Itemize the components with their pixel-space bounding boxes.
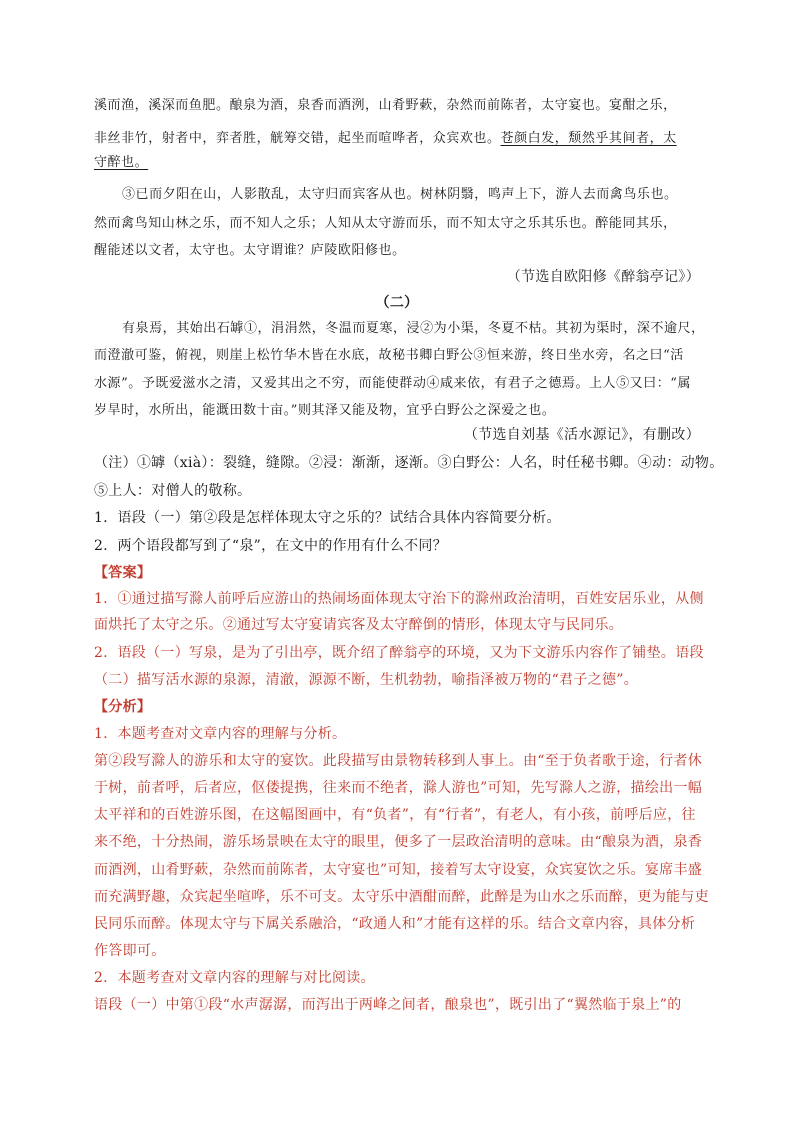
passage1-para3-line: 醒能述以文者，太守也。太守谓谁？庐陵欧阳修也。: [94, 243, 406, 258]
analysis-line: 第②段写滁人的游乐和太守的宴饮。此段描写由景物转移到人事上。由“至于负者歌于途，行者休: [94, 753, 703, 769]
passage1-line: 溪而渔，溪深而鱼肥。酿泉为酒，泉香而酒洌，山肴野蔌，杂然而前陈者，太守宴也。宴酣之乐，: [94, 98, 677, 113]
analysis-title: 2．本题考查对文章内容的理解与对比阅读。: [94, 970, 375, 986]
passage2-line: 岁旱时，水所出，能溉田数十亩。”则其泽又能及物，宜乎白野公之深爱之也。: [94, 403, 556, 418]
passage1-source: （节选自欧阳修《醉翁亭记》）: [506, 269, 700, 285]
analysis-line: 而酒洌，山肴野蔌，杂然而前陈者，太守宴也”可知，接着写太守设宴，众宾宴饮之乐。宴席丰盛: [94, 862, 703, 878]
analysis-line: 民同乐而醉。体现太守与下属关系融洽，“政通人和”才能有这样的乐。结合文章内容，具体分析: [94, 916, 696, 932]
analysis-label: 【分析】: [94, 699, 152, 715]
answer-label: 【答案】: [94, 565, 152, 581]
answer-line: 1．①通过描写滁人前呼后应游山的热闹场面体现太守治下的滁州政治清明，百姓安居乐业，从侧: [94, 591, 704, 607]
passage2-line: 水源”。予既爱滋水之清，又爱其出之不穷，而能使群动④咸来依，有君子之德焉。上人⑤又曰：“属: [94, 376, 692, 391]
passage1-para3-line: ③已而夕阳在山，人影散乱，太守归而宾客从也。树林阴翳，鸣声上下，游人去而禽鸟乐也。: [122, 187, 678, 202]
passage2-source: （节选自刘基《活水源记》，有删改）: [463, 427, 700, 443]
analysis-line: 语段（一）中第①段“水声潺潺，而泻出于两峰之间者，酿泉也”，既引出了“翼然临于泉上”的: [94, 997, 682, 1013]
analysis-line: 而充满野趣，众宾起坐喧哗，乐不可支。太守乐中酒酣而醉，此醉是为山水之乐而醉，更为能与吏: [94, 889, 709, 905]
analysis-line: 于树，前者呼，后者应，伛偻提携，往来而不绝者，滁人游也”可知，先写滁人之游，描绘出一幅: [94, 780, 703, 796]
underlined-sentence: 苍颜白发，颓然乎其间者，太: [500, 131, 677, 146]
passage2-heading: （二）: [375, 295, 419, 311]
analysis-title: 1．本题考查对文章内容的理解与分析。: [94, 726, 347, 742]
analysis-line: 太平祥和的百姓游乐图，在这幅图画中，有“负者”，有“行者”，有老人，有小孩，前呼后应，往: [94, 807, 696, 823]
passage1-para3-line: 然而禽鸟知山林之乐，而不知人之乐；人知从太守游而乐，而不知太守之乐其乐也。醉能同其乐，: [94, 216, 677, 231]
passage2-line: 有泉焉，其始出石罅①，涓涓然，冬温而夏寒，浸②为小渠，冬夏不枯。其初为渠时，深不逾尺，: [122, 321, 705, 336]
passage1-text: 非丝非竹，射者中，弈者胜，觥筹交错，起坐而喧哗者，众宾欢也。: [94, 131, 501, 146]
question-1: 1．语段（一）第②段是怎样体现太守之乐的？试结合具体内容简要分析。: [94, 510, 561, 526]
passage1-line: [94, 151, 700, 170]
answer-line: （二）描写活水源的泉源，清澈，源源不断，生机勃勃，喻指泽被万物的“君子之德”。: [94, 672, 639, 688]
answer-line: 面烘托了太守之乐。②通过写太守宴请宾客及太守醉倒的情形，体现太守与民同乐。: [94, 617, 624, 633]
analysis-line: 来不绝，十分热闹，游乐场景映在太守的眼里，便多了一层政治清明的意味。由“酿泉为酒，泉香: [94, 834, 703, 850]
notes-line: （注）①罅（xià）：裂缝，缝隙。②浸：渐渐，逐渐。③白野公：人名，时任秘书卿。④动：动物。: [94, 455, 724, 471]
question-2: 2．两个语段都写到了“泉”，在文中的作用有什么不同？: [94, 538, 448, 554]
passage1-line: [94, 127, 700, 146]
analysis-line: 作答即可。: [94, 943, 166, 959]
passage2-line: 而澄澈可鉴，俯视，则崖上松竹华木皆在水底，故秘书卿白野公③恒来游，终日坐水旁，名之曰“活: [94, 348, 684, 363]
notes-line: ⑤上人：对僧人的敬称。: [94, 483, 252, 499]
answer-line: 2．语段（一）写泉，是为了引出亭，既介绍了醉翁亭的环境，又为下文游乐内容作了铺垫。语段: [94, 645, 704, 661]
underlined-sentence: 守醉也。: [94, 155, 149, 170]
